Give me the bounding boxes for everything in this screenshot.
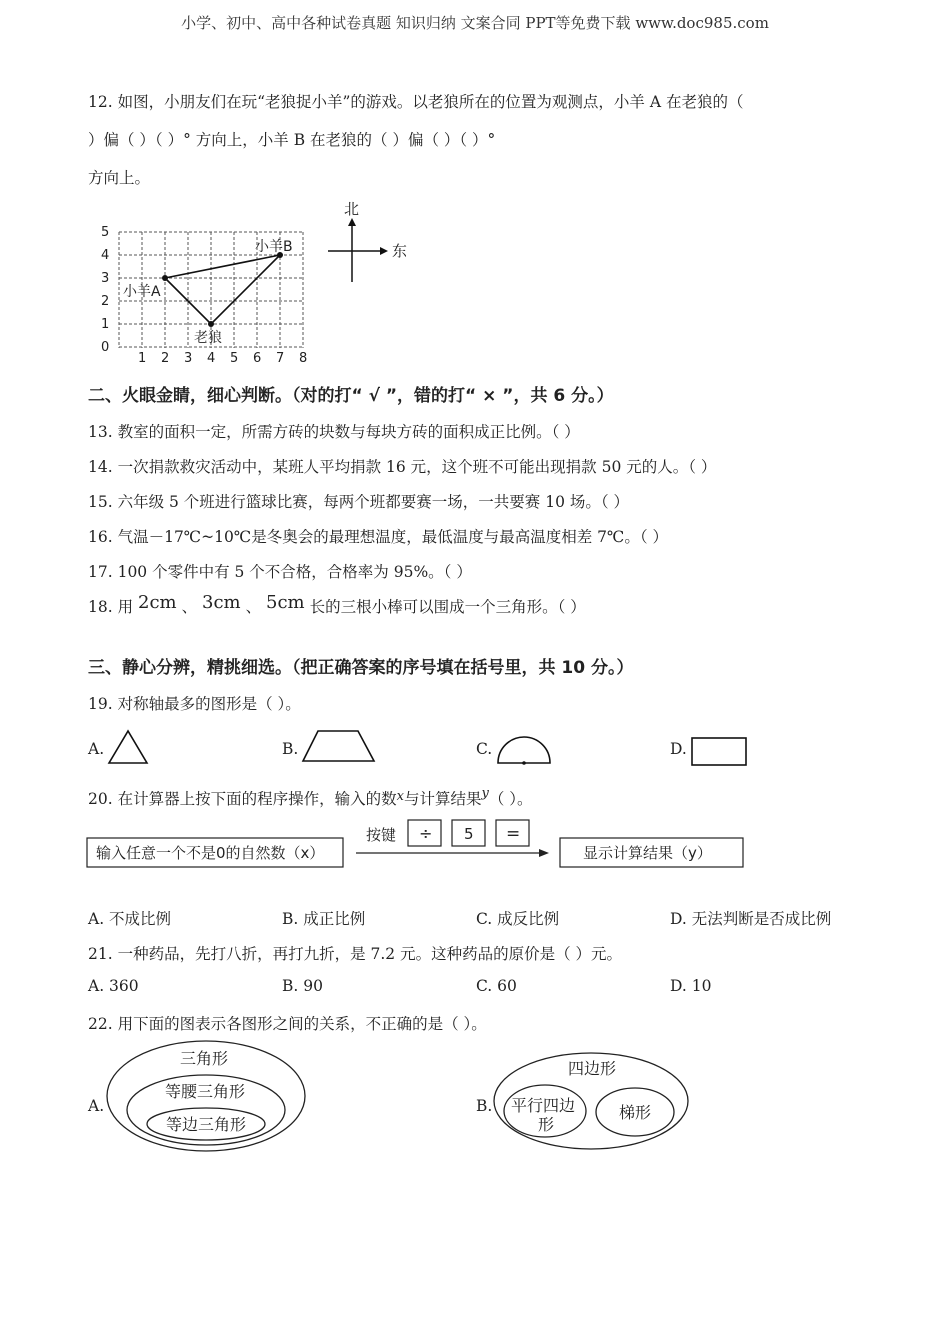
q22-option-a: A. bbox=[88, 1097, 105, 1115]
y-tick: 1 bbox=[101, 317, 110, 332]
x-tick: 1 bbox=[138, 351, 147, 365]
y-tick: 0 bbox=[101, 340, 110, 355]
input-box-label: 输入任意一个不是0的自然数（x） bbox=[96, 844, 325, 862]
q22: 22. 用下面的图表示各图形之间的关系，不正确的是（ ）。 bbox=[88, 1015, 487, 1033]
q15: 15. 六年级 5 个班进行篮球比赛，每两个班都要赛一场，一共要赛 10 场。（ ） bbox=[88, 493, 630, 511]
x-tick-labels bbox=[138, 351, 307, 365]
east-arrow-icon bbox=[380, 247, 388, 255]
q18-length-b: 3cm bbox=[202, 592, 241, 613]
label-trapezoid: 梯形 bbox=[619, 1103, 652, 1122]
q20-option-d: D. 无法判断是否成比例 bbox=[670, 910, 832, 928]
q18-sep2: 、 bbox=[245, 598, 262, 616]
q18-length-c: 5cm bbox=[266, 592, 305, 613]
calculator-flow bbox=[86, 812, 756, 874]
x-tick: 8 bbox=[299, 351, 308, 365]
q21-option-a: A. 360 bbox=[88, 977, 139, 995]
y-tick: 4 bbox=[101, 248, 110, 263]
triangle-path bbox=[165, 255, 280, 324]
q19-option-c: C. bbox=[476, 740, 493, 758]
q18-sep1: 、 bbox=[181, 598, 198, 616]
key-five-label: 5 bbox=[464, 825, 474, 843]
q12-grid-figure bbox=[95, 220, 315, 365]
compass-east: 东 bbox=[392, 242, 408, 260]
venn-quadrilaterals bbox=[492, 1050, 692, 1152]
q20-option-a: A. 不成比例 bbox=[88, 910, 172, 928]
q20-option-b: B. 成正比例 bbox=[282, 910, 366, 928]
q18-suffix: 长的三根小棒可以围成一个三角形。（ ） bbox=[309, 598, 586, 616]
rectangle-shape bbox=[690, 736, 750, 768]
x-tick: 6 bbox=[253, 351, 262, 365]
q18 bbox=[88, 592, 586, 617]
q19-option-b: B. bbox=[282, 740, 299, 758]
key-equals-label: = bbox=[506, 824, 521, 844]
q20-text-a: 20. 在计算器上按下面的程序操作，输入的数 bbox=[88, 790, 397, 808]
y-tick-labels bbox=[101, 225, 109, 355]
y-tick: 2 bbox=[101, 294, 110, 309]
q20-var-y: y bbox=[481, 786, 489, 801]
q20 bbox=[88, 787, 533, 809]
semicircle-shape bbox=[494, 734, 554, 766]
q21-option-d: D. 10 bbox=[670, 977, 712, 995]
q22-option-b: B. bbox=[476, 1097, 493, 1115]
triangle-shape bbox=[106, 728, 150, 766]
label-equilateral: 等边三角形 bbox=[166, 1115, 247, 1134]
site-header: 小学、初中、高中各种试卷真题 知识归纳 文案合同 PPT等免费下载 www.doc985.com bbox=[181, 14, 769, 32]
q14: 14. 一次捐款救灾活动中，某班人平均捐款 16 元，这个班不可能出现捐款 50 元的人。（ ） bbox=[88, 458, 717, 476]
q20-var-x: x bbox=[396, 789, 404, 804]
label-wolf: 老狼 bbox=[194, 330, 222, 346]
x-tick: 2 bbox=[161, 351, 170, 365]
x-tick: 3 bbox=[184, 351, 193, 365]
q17: 17. 100 个零件中有 5 个不合格，合格率为 95%。（ ） bbox=[88, 563, 472, 581]
key-label: 按键 bbox=[366, 826, 397, 844]
q20-text-b: 与计算结果 bbox=[403, 790, 482, 808]
q13: 13. 教室的面积一定，所需方砖的块数与每块方砖的面积成正比例。（ ） bbox=[88, 423, 580, 441]
section2-title: 二、火眼金睛，细心判断。（对的打“ √ ”，错的打“ × ”，共 6 分。） bbox=[88, 386, 614, 406]
q18-prefix: 18. 用 bbox=[88, 598, 134, 616]
compass bbox=[320, 198, 415, 288]
north-arrow-icon bbox=[348, 218, 356, 226]
flow-arrow-icon bbox=[539, 849, 549, 857]
point-wolf bbox=[208, 321, 214, 327]
compass-north: 北 bbox=[344, 200, 360, 218]
q19: 19. 对称轴最多的图形是（ ）。 bbox=[88, 695, 301, 713]
label-isosceles: 等腰三角形 bbox=[165, 1082, 246, 1101]
q12-line3: 方向上。 bbox=[88, 169, 151, 187]
section3-title: 三、静心分辨，精挑细选。（把正确答案的序号填在括号里，共 10 分。） bbox=[88, 658, 634, 678]
q16: 16. 气温－17℃~10℃是冬奥会的最理想温度，最低温度与最高温度相差 7℃。（ ） bbox=[88, 528, 668, 546]
x-tick: 7 bbox=[276, 351, 285, 365]
key-divide-label: ÷ bbox=[419, 824, 433, 843]
q12-line2: ）偏（ ）（ ）° 方向上，小羊 B 在老狼的（ ）偏（ ）（ ）° bbox=[88, 131, 496, 149]
label-parallelogram-2: 形 bbox=[538, 1115, 555, 1134]
label-triangle: 三角形 bbox=[180, 1049, 229, 1068]
q21-option-c: C. 60 bbox=[476, 977, 517, 995]
q19-option-a: A. bbox=[88, 740, 105, 758]
trapezoid-shape bbox=[300, 728, 378, 764]
venn-triangles bbox=[104, 1038, 309, 1156]
y-tick: 3 bbox=[101, 271, 110, 286]
q12-line1: 12. 如图，小朋友们在玩“老狼捉小羊”的游戏。以老狼所在的位置为观测点，小羊 A 在老狼的（ bbox=[88, 93, 744, 111]
q21: 21. 一种药品，先打八折，再打九折，是 7.2 元。这种药品的原价是（ ）元。 bbox=[88, 945, 623, 963]
q18-length-a: 2cm bbox=[138, 592, 177, 613]
label-parallelogram-1: 平行四边 bbox=[511, 1096, 576, 1115]
output-box-label: 显示计算结果（y） bbox=[583, 844, 712, 862]
label-sheep-a: 小羊A bbox=[123, 284, 161, 300]
x-tick: 5 bbox=[230, 351, 239, 365]
y-tick: 5 bbox=[101, 225, 110, 240]
label-quadrilateral: 四边形 bbox=[568, 1059, 617, 1078]
q21-option-b: B. 90 bbox=[282, 977, 323, 995]
x-tick: 4 bbox=[207, 351, 216, 365]
point-a bbox=[162, 275, 168, 281]
q20-option-c: C. 成反比例 bbox=[476, 910, 560, 928]
q20-text-c: （ ）。 bbox=[488, 790, 533, 808]
label-sheep-b: 小羊B bbox=[255, 239, 293, 255]
q19-option-d: D. bbox=[670, 740, 687, 758]
